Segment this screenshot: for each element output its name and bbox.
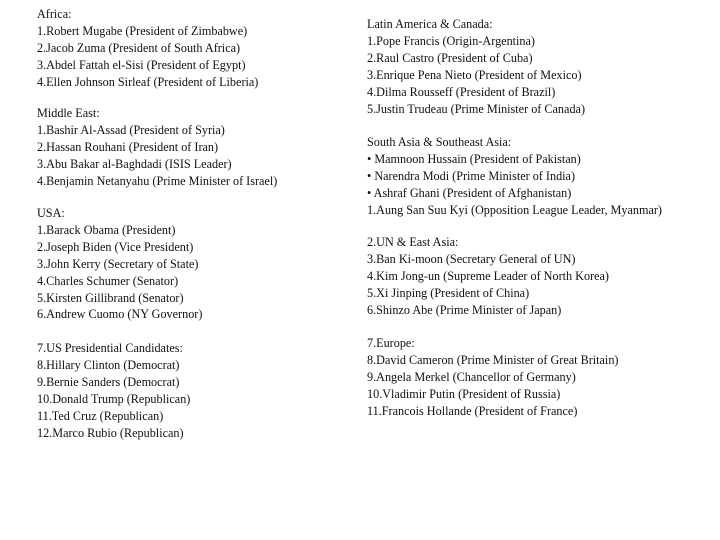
section-heading: 7.Europe:: [367, 336, 415, 350]
list-item: 4.Dilma Rousseff (President of Brazil): [367, 84, 556, 99]
list-item: 2.Joseph Biden (Vice President): [37, 239, 194, 254]
list-item: 2.Raul Castro (President of Cuba): [367, 50, 533, 65]
section-africa: [37, 6, 258, 91]
list-item: 9.Angela Merkel (Chancellor of Germany): [367, 369, 576, 384]
list-item: 10.Donald Trump (Republican): [37, 391, 191, 406]
list-item: 3.John Kerry (Secretary of State): [37, 256, 199, 271]
list-item: • Narendra Modi (Prime Minister of India): [367, 168, 576, 183]
list-item: 5.Justin Trudeau (Prime Minister of Canada): [367, 101, 585, 116]
list-item: 12.Marco Rubio (Republican): [37, 425, 184, 440]
list-item: 3.Abu Bakar al-Baghdadi (ISIS Leader): [37, 156, 232, 171]
section-un-east-asia: [367, 234, 609, 319]
list-item: 2.Jacob Zuma (President of South Africa): [37, 40, 241, 55]
list-item: 9.Bernie Sanders (Democrat): [37, 374, 180, 389]
list-item: 5.Xi Jinping (President of China): [367, 285, 530, 300]
list-item: 8.David Cameron (Prime Minister of Great Britain): [367, 352, 619, 367]
list-item: 3.Abdel Fattah el-Sisi (President of Egypt): [37, 57, 246, 72]
list-item: • Ashraf Ghani (President of Afghanistan): [367, 185, 572, 200]
section-us-presidential-candidates: [37, 340, 190, 441]
section-heading: 2.UN & East Asia:: [367, 235, 459, 249]
section-latin-america-canada: [367, 16, 585, 117]
list-item: 1.Bashir Al-Assad (President of Syria): [37, 122, 225, 137]
list-item: 6.Shinzo Abe (Prime Minister of Japan): [367, 302, 562, 317]
section-heading: 7.US Presidential Candidates:: [37, 341, 183, 355]
section-heading: Latin America & Canada:: [367, 17, 493, 31]
list-item: 1.Barack Obama (President): [37, 222, 176, 237]
section-heading: Middle East:: [37, 106, 100, 120]
list-item: 4.Charles Schumer (Senator): [37, 273, 179, 288]
list-item: 3.Ban Ki-moon (Secretary General of UN): [367, 251, 576, 266]
section-usa: [37, 205, 202, 323]
list-item: 4.Kim Jong-un (Supreme Leader of North Korea): [367, 268, 609, 283]
list-item: 2.Hassan Rouhani (President of Iran): [37, 139, 219, 154]
list-item: 1.Robert Mugabe (President of Zimbabwe): [37, 23, 248, 38]
list-item: 3.Enrique Pena Nieto (President of Mexico): [367, 67, 582, 82]
list-item: 1.Aung San Suu Kyi (Opposition League Leader, Myanmar): [367, 202, 662, 217]
section-south-asia-southeast-asia: [367, 134, 662, 219]
section-heading: Africa:: [37, 7, 72, 21]
list-item: • Mamnoon Hussain (President of Pakistan): [367, 151, 581, 166]
list-item: 11.Ted Cruz (Republican): [37, 408, 164, 423]
list-item: 8.Hillary Clinton (Democrat): [37, 357, 180, 372]
list-item: 11.Francois Hollande (President of France): [367, 403, 578, 418]
section-middle-east: [37, 105, 277, 190]
section-europe: [367, 335, 618, 420]
list-item: 10.Vladimir Putin (President of Russia): [367, 386, 561, 401]
section-heading: South Asia & Southeast Asia:: [367, 135, 512, 149]
list-item: 6.Andrew Cuomo (NY Governor): [37, 307, 203, 322]
list-item: 4.Benjamin Netanyahu (Prime Minister of Israel): [37, 173, 278, 188]
list-item: 4.Ellen Johnson Sirleaf (President of Liberia): [37, 74, 259, 89]
list-item: 5.Kirsten Gillibrand (Senator): [37, 290, 184, 305]
list-item: 1.Pope Francis (Origin-Argentina): [367, 33, 535, 48]
section-heading: USA:: [37, 206, 65, 220]
